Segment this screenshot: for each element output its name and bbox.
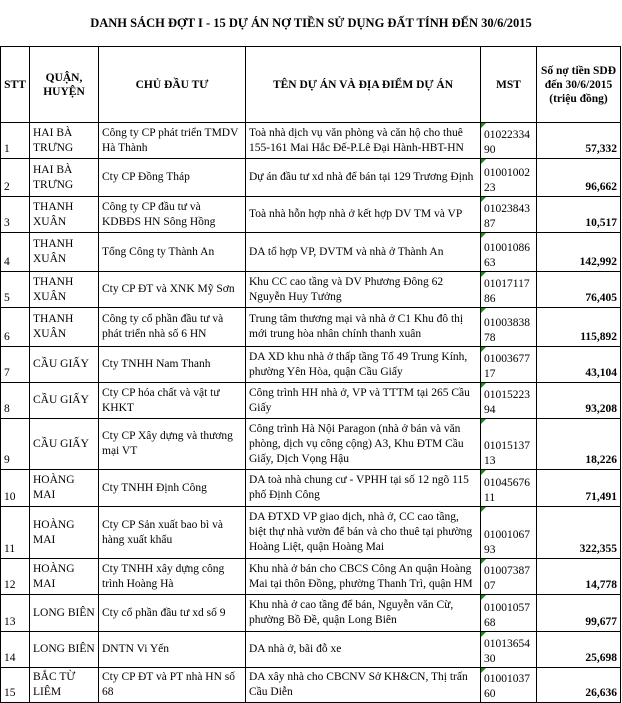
- cell-project: DA nhà ở, bãi đỗ xe: [246, 632, 481, 668]
- cell-stt: 3: [1, 197, 30, 233]
- cell-stt: 14: [1, 632, 30, 668]
- cell-mst: 0100106793: [481, 507, 537, 559]
- header-project: TÊN DỰ ÁN VÀ ĐỊA ĐIỂM DỰ ÁN: [246, 47, 481, 123]
- cell-district: HAI BÀ TRƯNG: [30, 123, 99, 159]
- cell-mst: 0100383878: [481, 308, 537, 347]
- cell-owner: Cty TNHH Định Công: [99, 470, 246, 507]
- cell-stt: 10: [1, 470, 30, 507]
- header-stt: STT: [1, 47, 30, 123]
- cell-stt: 11: [1, 507, 30, 559]
- table-row: [1, 159, 621, 197]
- cell-district: THANH XUÂN: [30, 308, 99, 347]
- cell-mst: 0101365430: [481, 632, 537, 668]
- table-row: [1, 632, 621, 668]
- cell-owner: Cty TNHH Nam Thanh: [99, 347, 246, 383]
- cell-amount: 26,636: [537, 668, 621, 703]
- cell-project: Trung tâm thương mại và nhà ở C1 Khu đô thị mới trung hòa nhân chính thanh xuân: [246, 308, 481, 347]
- cell-project: Khu nhà ở bán cho CBCS Công An quận Hoàng Mai tại thôn Đồng, phường Thanh Trì, quận HM: [246, 559, 481, 595]
- cell-district: CẦU GIẤY: [30, 419, 99, 470]
- cell-mst: 0102233490: [481, 123, 537, 159]
- cell-owner: Cty CP hóa chất và vật tư KHKT: [99, 383, 246, 419]
- cell-owner: Cty CP Sản xuất bao bì và hàng xuất khẩu: [99, 507, 246, 559]
- cell-project: DA XD khu nhà ở thấp tầng Tổ 49 Trung Kính, phường Yên Hòa, quận Cầu Giấy: [246, 347, 481, 383]
- cell-owner: Cty cổ phần đầu tư xd số 9: [99, 595, 246, 632]
- cell-amount: 322,355: [537, 507, 621, 559]
- cell-project: DA ĐTXD VP giao dịch, nhà ở, CC cao tầng, biệt thự nhà vườn để bán và cho thuê tại phường Hoàng Liệt, quận Hoàng Mai: [246, 507, 481, 559]
- cell-amount: 25,698: [537, 632, 621, 668]
- table-row: [1, 470, 621, 507]
- table-row: [1, 383, 621, 419]
- cell-district: LONG BIÊN: [30, 632, 99, 668]
- cell-stt: 7: [1, 347, 30, 383]
- cell-amount: 76,405: [537, 272, 621, 308]
- cell-district: LONG BIÊN: [30, 595, 99, 632]
- cell-stt: 5: [1, 272, 30, 308]
- cell-mst: 0100108663: [481, 233, 537, 272]
- cell-stt: 9: [1, 419, 30, 470]
- cell-project: DA tổ hợp VP, DVTM và nhà ở Thành An: [246, 233, 481, 272]
- table-row: [1, 233, 621, 272]
- table-row: [1, 272, 621, 308]
- table-row: [1, 419, 621, 470]
- table-row: [1, 559, 621, 595]
- cell-stt: 2: [1, 159, 30, 197]
- cell-project: Toà nhà dịch vụ văn phòng và căn hộ cho thuê 155-161 Mai Hắc Đế-P.Lê Đại Hành-HBT-HN: [246, 123, 481, 159]
- cell-project: DA xây nhà cho CBCNV Sở KH&CN, Thị trấn Cầu Diễn: [246, 668, 481, 703]
- cell-stt: 6: [1, 308, 30, 347]
- cell-owner: Tổng Công ty Thành An: [99, 233, 246, 272]
- cell-stt: 15: [1, 668, 30, 703]
- cell-district: HOÀNG MAI: [30, 559, 99, 595]
- cell-district: HOÀNG MAI: [30, 470, 99, 507]
- cell-amount: 10,517: [537, 197, 621, 233]
- cell-stt: 1: [1, 123, 30, 159]
- cell-mst: 0100100223: [481, 159, 537, 197]
- cell-owner: DNTN Vi Yến: [99, 632, 246, 668]
- table-row: [1, 347, 621, 383]
- header-amount: Số nợ tiền SDĐ đến 30/6/2015 (triệu đồng): [537, 47, 621, 123]
- cell-owner: Cty CP ĐT và XNK Mỹ Sơn: [99, 272, 246, 308]
- cell-district: HAI BÀ TRƯNG: [30, 159, 99, 197]
- debt-table: [0, 46, 621, 703]
- cell-district: THANH XUÂN: [30, 197, 99, 233]
- cell-project: Khu CC cao tầng và DV Phương Đông 62 Nguyễn Huy Tưởng: [246, 272, 481, 308]
- header-row: [1, 47, 621, 123]
- cell-mst: 0100103760: [481, 668, 537, 703]
- cell-project: Toà nhà hỗn hợp nhà ở kết hợp DV TM và VP: [246, 197, 481, 233]
- cell-district: THANH XUÂN: [30, 233, 99, 272]
- cell-mst: 0101522394: [481, 383, 537, 419]
- cell-mst: 0100105768: [481, 595, 537, 632]
- cell-project: Dự án đầu tư xd nhà để bán tại 129 Trương Định: [246, 159, 481, 197]
- cell-amount: 14,778: [537, 559, 621, 595]
- table-row: [1, 197, 621, 233]
- page-title: DANH SÁCH ĐỢT I - 15 DỰ ÁN NỢ TIỀN SỬ DỤNG ĐẤT TÍNH ĐẾN 30/6/2015: [90, 15, 532, 30]
- cell-stt: 4: [1, 233, 30, 272]
- cell-amount: 115,892: [537, 308, 621, 347]
- table-row: [1, 668, 621, 703]
- cell-mst: 0100367717: [481, 347, 537, 383]
- cell-project: Công trình HH nhà ở, VP và TTTM tại 265 Cầu Giấy: [246, 383, 481, 419]
- cell-district: CẦU GIẤY: [30, 383, 99, 419]
- cell-amount: 142,992: [537, 233, 621, 272]
- table-row: [1, 123, 621, 159]
- cell-owner: Công ty CP phát triển TMDV Hà Thành: [99, 123, 246, 159]
- cell-amount: 57,332: [537, 123, 621, 159]
- cell-district: THANH XUÂN: [30, 272, 99, 308]
- cell-owner: Cty CP Xây dựng và thương mại VT: [99, 419, 246, 470]
- table-row: [1, 308, 621, 347]
- cell-project: Công trình Hà Nội Paragon (nhà ở bán và văn phòng, dịch vụ công cộng) A3, Khu ĐTM Cầu Giấy, Dịch Vọng Hậu: [246, 419, 481, 470]
- cell-mst: 0104567611: [481, 470, 537, 507]
- cell-amount: 96,662: [537, 159, 621, 197]
- cell-owner: Cty CP ĐT và PT nhà HN số 68: [99, 668, 246, 703]
- cell-mst: 0101711786: [481, 272, 537, 308]
- cell-amount: 99,677: [537, 595, 621, 632]
- cell-mst: 0102384387: [481, 197, 537, 233]
- header-mst: MST: [481, 47, 537, 123]
- cell-owner: Cty TNHH xây dựng công trình Hoàng Hà: [99, 559, 246, 595]
- header-owner: CHỦ ĐẦU TƯ: [99, 47, 246, 123]
- cell-mst: 0100738707: [481, 559, 537, 595]
- cell-amount: 71,491: [537, 470, 621, 507]
- cell-owner: Công ty cổ phần đầu tư và phát triển nhà số 6 HN: [99, 308, 246, 347]
- table-row: [1, 595, 621, 632]
- cell-district: BẮC TỪ LIÊM: [30, 668, 99, 703]
- cell-district: HOÀNG MAI: [30, 507, 99, 559]
- cell-stt: 12: [1, 559, 30, 595]
- cell-project: Khu nhà ở cao tầng để bán, Nguyễn văn Cừ, phường Bồ Đề, quận Long Biên: [246, 595, 481, 632]
- cell-stt: 8: [1, 383, 30, 419]
- cell-district: CẦU GIẤY: [30, 347, 99, 383]
- cell-owner: Cty CP Đồng Tháp: [99, 159, 246, 197]
- cell-amount: 18,226: [537, 419, 621, 470]
- cell-project: DA toà nhà chung cư - VPHH tại số 12 ngõ 115 phố Định Công: [246, 470, 481, 507]
- cell-amount: 43,104: [537, 347, 621, 383]
- header-district: QUẬN, HUYỆN: [30, 47, 99, 123]
- cell-stt: 13: [1, 595, 30, 632]
- cell-amount: 93,208: [537, 383, 621, 419]
- cell-owner: Công ty CP đầu tư và KDBĐS HN Sông Hồng: [99, 197, 246, 233]
- table-row: [1, 507, 621, 559]
- cell-mst: 0101513713: [481, 419, 537, 470]
